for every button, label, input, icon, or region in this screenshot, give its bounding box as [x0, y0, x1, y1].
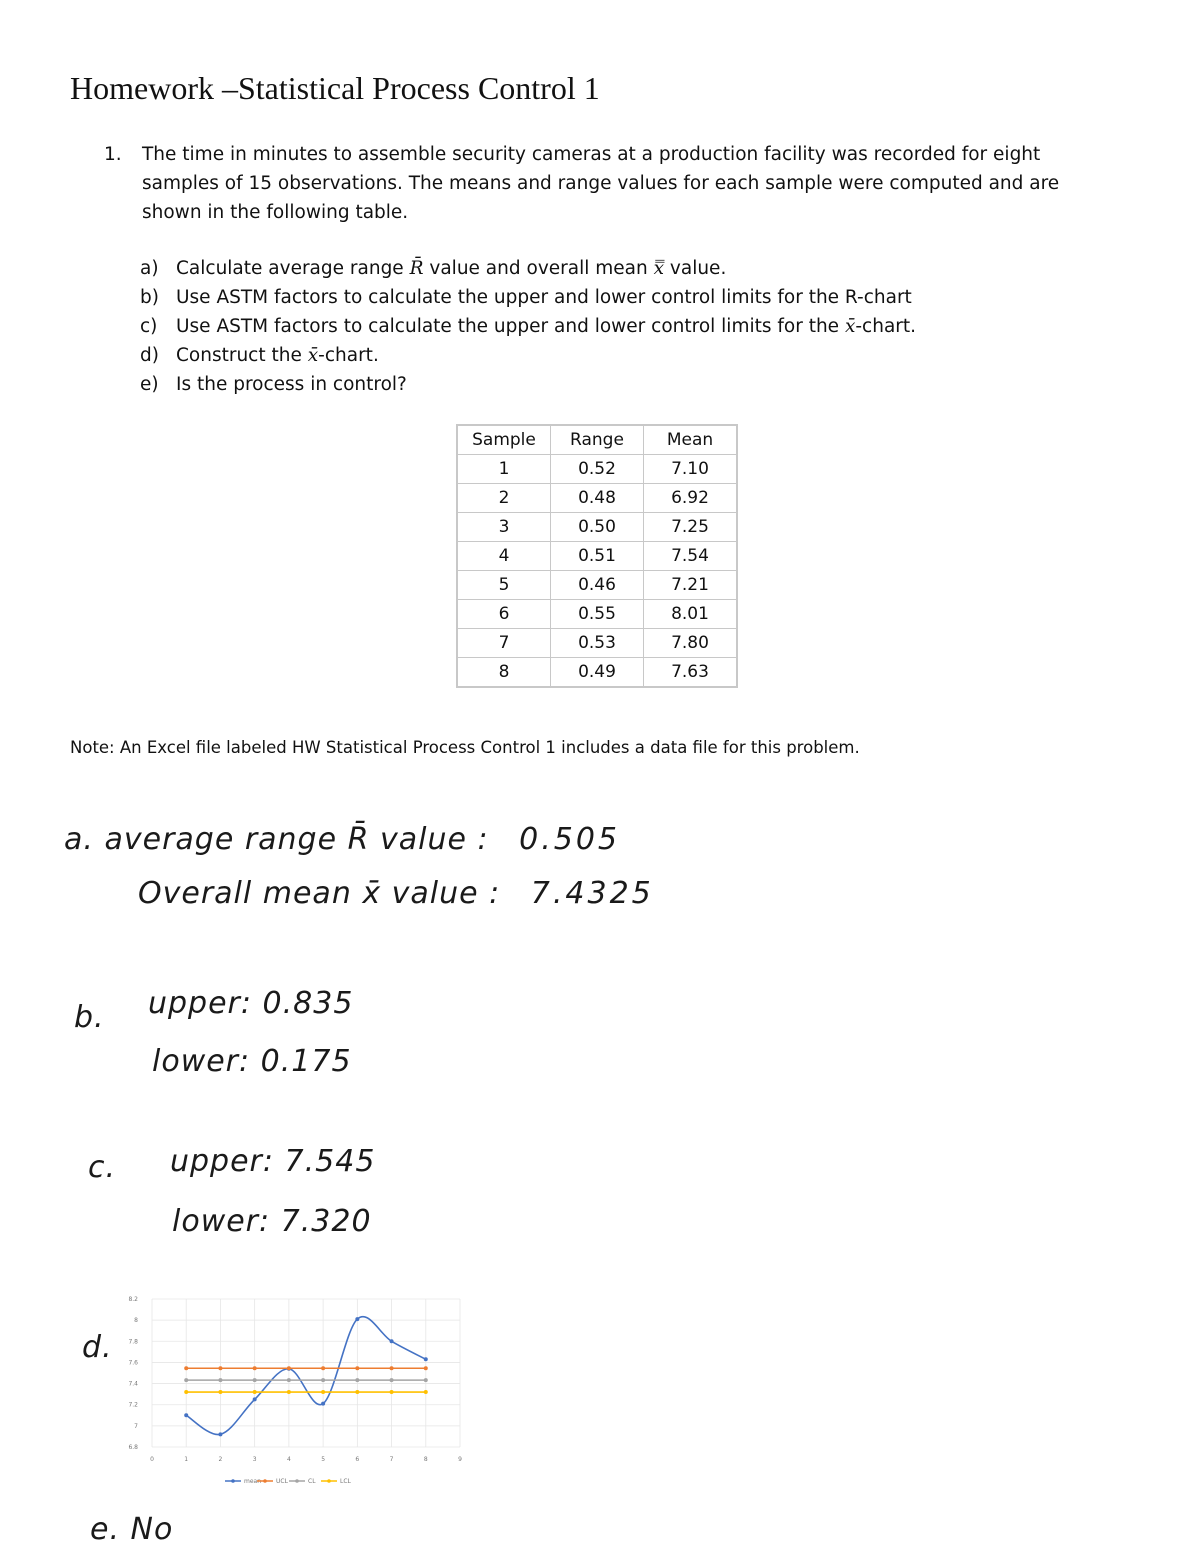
y-tick-label: 7.2	[128, 1401, 138, 1409]
cell-mean: 7.25	[644, 513, 738, 542]
subquestion-text: Construct the	[176, 345, 308, 366]
x-tick-label: 4	[286, 1456, 291, 1463]
subquestion-c	[140, 312, 916, 341]
data-point-ucl	[253, 1366, 257, 1370]
y-tick-label: 7.6	[128, 1359, 138, 1367]
data-point-lcl	[287, 1390, 291, 1394]
chart-x-ticks	[150, 1456, 462, 1463]
cell-sample: 2	[457, 484, 551, 513]
data-point-lcl	[218, 1390, 222, 1394]
x-tick-label: 3	[252, 1456, 257, 1463]
data-point-mean	[253, 1397, 257, 1401]
y-tick-label: 8	[134, 1317, 138, 1325]
chart-y-ticks	[128, 1296, 138, 1451]
subquestion-label: e)	[140, 374, 159, 395]
legend-marker	[295, 1479, 299, 1483]
answer-a-text: average range R̄ value :	[104, 822, 489, 857]
answer-a-line2	[138, 876, 654, 911]
data-point-lcl	[424, 1390, 428, 1394]
subquestion-label: a)	[140, 258, 159, 279]
cell-mean: 8.01	[644, 600, 738, 629]
y-tick-label: 8.2	[128, 1296, 138, 1303]
cell-mean: 6.92	[644, 484, 738, 513]
answer-a-value: 0.505	[519, 822, 620, 857]
table-row	[457, 484, 737, 513]
subquestion-text: value and overall mean	[423, 258, 654, 279]
cell-sample: 7	[457, 629, 551, 658]
legend-label: mean	[244, 1478, 262, 1485]
data-point-cl	[390, 1378, 394, 1382]
x-bar-chart	[120, 1285, 470, 1495]
answer-b-label: b.	[74, 1000, 105, 1035]
table-header-row	[457, 425, 737, 455]
y-tick-label: 7.8	[128, 1338, 138, 1346]
subquestion-e	[140, 370, 916, 399]
subquestion-label: c)	[140, 316, 158, 337]
header-sample: Sample	[457, 425, 551, 455]
data-point-ucl	[355, 1366, 359, 1370]
answer-a-line1	[64, 822, 620, 857]
y-tick-label: 7.4	[128, 1380, 138, 1388]
legend-label: LCL	[340, 1478, 351, 1485]
answer-e-label: e.	[90, 1512, 120, 1547]
answer-e-value: No	[130, 1512, 174, 1547]
subquestion-d	[140, 341, 916, 370]
data-point-lcl	[321, 1390, 325, 1394]
data-point-mean	[390, 1339, 394, 1343]
table-row	[457, 513, 737, 542]
table-row	[457, 571, 737, 600]
table-row	[457, 542, 737, 571]
x-tick-label: 6	[355, 1456, 360, 1463]
answer-c-upper: upper: 7.545	[170, 1144, 376, 1179]
answer-e	[90, 1512, 173, 1547]
cell-mean: 7.10	[644, 455, 738, 484]
data-point-mean	[218, 1432, 222, 1436]
data-point-mean	[424, 1357, 428, 1361]
data-point-lcl	[390, 1390, 394, 1394]
cell-sample: 4	[457, 542, 551, 571]
data-point-mean	[321, 1402, 325, 1406]
subquestion-text: value.	[664, 258, 727, 279]
subquestion-label: b)	[140, 287, 159, 308]
data-point-cl	[355, 1378, 359, 1382]
cell-range: 0.51	[551, 542, 644, 571]
subquestion-b	[140, 283, 916, 312]
x-tick-label: 2	[218, 1456, 223, 1463]
answer-b-lower: lower: 0.175	[152, 1044, 352, 1079]
answer-c-lower: lower: 7.320	[172, 1204, 372, 1239]
cell-range: 0.55	[551, 600, 644, 629]
subquestion-text: Use ASTM factors to calculate the upper and lower control limits for the R-chart	[176, 287, 912, 308]
x-tick-label: 7	[389, 1456, 394, 1463]
header-mean: Mean	[644, 425, 738, 455]
data-point-ucl	[321, 1366, 325, 1370]
data-point-cl	[218, 1378, 222, 1382]
cell-sample: 5	[457, 571, 551, 600]
data-point-ucl	[424, 1366, 428, 1370]
series-line-mean	[186, 1317, 426, 1435]
x-tick-label: 0	[150, 1456, 154, 1463]
data-point-lcl	[184, 1390, 188, 1394]
data-point-ucl	[218, 1366, 222, 1370]
data-point-mean	[355, 1317, 359, 1321]
answer-a-value: 7.4325	[530, 876, 654, 911]
cell-range: 0.52	[551, 455, 644, 484]
x-tick-label: 9	[458, 1456, 462, 1463]
cell-range: 0.53	[551, 629, 644, 658]
x-bar-symbol: x̄	[307, 345, 319, 366]
y-tick-label: 6.8	[128, 1444, 138, 1451]
data-point-lcl	[355, 1390, 359, 1394]
subquestion-a	[140, 254, 916, 283]
y-tick-label: 7	[134, 1422, 138, 1430]
table-row	[457, 600, 737, 629]
subquestion-list	[140, 254, 916, 399]
table-row	[457, 658, 737, 688]
cell-range: 0.50	[551, 513, 644, 542]
answer-d-label: d.	[82, 1330, 113, 1365]
legend-marker	[231, 1479, 235, 1483]
question-number: 1.	[104, 144, 122, 165]
legend-marker	[263, 1479, 267, 1483]
cell-mean: 7.54	[644, 542, 738, 571]
page-title: Homework –Statistical Process Control 1	[70, 70, 600, 106]
subquestion-text: Is the process in control?	[176, 374, 407, 395]
subquestion-label: d)	[140, 345, 159, 366]
cell-sample: 3	[457, 513, 551, 542]
subquestion-text: -chart.	[318, 345, 379, 366]
question-1	[104, 140, 1104, 227]
data-point-cl	[321, 1378, 325, 1382]
subquestion-text: Calculate average range	[176, 258, 410, 279]
data-point-ucl	[184, 1366, 188, 1370]
cell-range: 0.46	[551, 571, 644, 600]
subquestion-text: -chart.	[855, 316, 917, 337]
r-bar-symbol: R̄	[409, 258, 424, 279]
data-point-ucl	[390, 1366, 394, 1370]
table-row	[457, 455, 737, 484]
data-point-cl	[253, 1378, 257, 1382]
data-point-lcl	[253, 1390, 257, 1394]
question-text: The time in minutes to assemble security cameras at a production facility was recorded for eight samples of 15 observations. The means and range values for each sample were computed and are shown in the following table.	[142, 144, 1060, 223]
note-text: Note: An Excel file labeled HW Statistical Process Control 1 includes a data file for this problem.	[70, 738, 860, 757]
data-point-cl	[424, 1378, 428, 1382]
cell-sample: 6	[457, 600, 551, 629]
answer-c-label: c.	[88, 1150, 117, 1185]
answer-a-label: a.	[64, 822, 94, 857]
x-double-bar-symbol: x̿	[653, 258, 665, 279]
cell-mean: 7.63	[644, 658, 738, 688]
data-point-cl	[184, 1378, 188, 1382]
chart-legend	[225, 1478, 352, 1485]
data-point-ucl	[287, 1366, 291, 1370]
cell-sample: 8	[457, 658, 551, 688]
cell-sample: 1	[457, 455, 551, 484]
cell-range: 0.48	[551, 484, 644, 513]
x-tick-label: 8	[423, 1456, 428, 1463]
legend-marker	[327, 1479, 331, 1483]
x-tick-label: 5	[321, 1456, 326, 1463]
data-point-mean	[184, 1413, 188, 1417]
legend-label: UCL	[276, 1478, 288, 1485]
cell-mean: 7.80	[644, 629, 738, 658]
subquestion-text: Use ASTM factors to calculate the upper and lower control limits for the	[176, 316, 845, 337]
data-point-cl	[287, 1378, 291, 1382]
answer-b-upper: upper: 0.835	[148, 986, 354, 1021]
legend-label: CL	[308, 1478, 316, 1485]
cell-mean: 7.21	[644, 571, 738, 600]
table-row	[457, 629, 737, 658]
header-range: Range	[551, 425, 644, 455]
x-bar-symbol: x̄	[844, 316, 856, 337]
sample-table	[456, 424, 738, 688]
cell-range: 0.49	[551, 658, 644, 688]
answer-a-text: Overall mean x̄ value :	[138, 876, 501, 911]
x-tick-label: 1	[184, 1456, 189, 1463]
